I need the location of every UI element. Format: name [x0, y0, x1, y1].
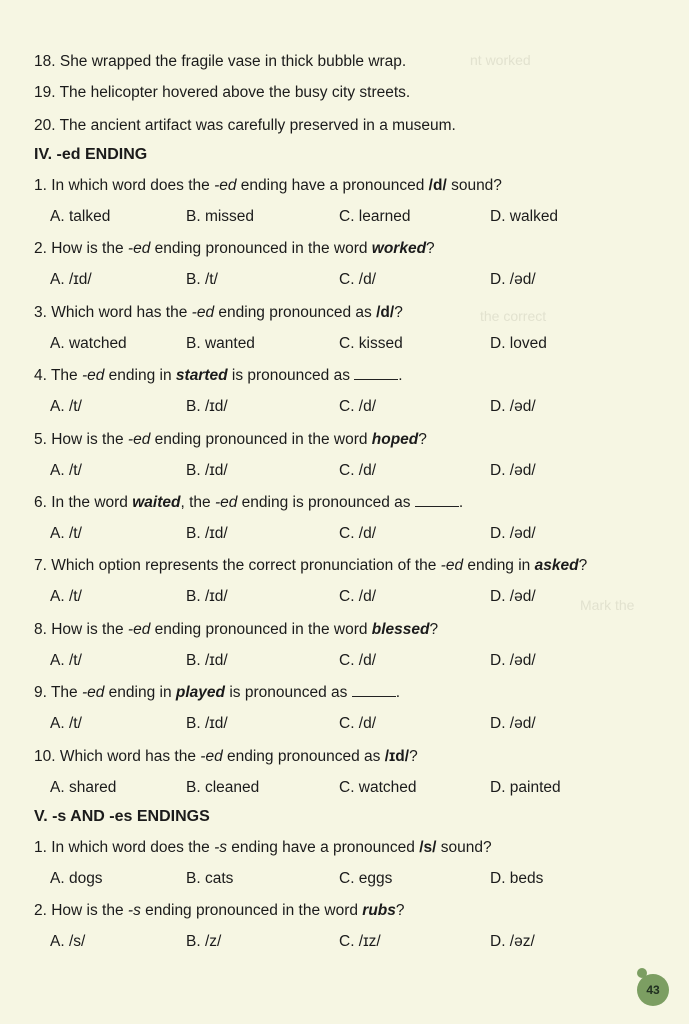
- question-text: ending pronounced in the word: [150, 430, 372, 448]
- answer-option[interactable]: D. /əd/: [490, 461, 536, 479]
- question-line: [34, 494, 463, 512]
- question-text: 10. Which word has the: [34, 747, 201, 765]
- question-text: ending have a pronounced: [236, 177, 429, 194]
- answer-option[interactable]: D. painted: [490, 778, 561, 796]
- question-line: [34, 684, 400, 702]
- question-text: 2. How is the: [34, 240, 128, 258]
- answer-option[interactable]: D. /əd/: [490, 651, 536, 669]
- question-text: .: [458, 494, 464, 511]
- answer-option[interactable]: A. /t/: [50, 651, 82, 669]
- answer-option[interactable]: B. /ɪd/: [186, 651, 228, 669]
- bleed-through-text: the correct: [480, 308, 547, 324]
- answer-option[interactable]: A. dogs: [50, 870, 103, 887]
- answer-option[interactable]: B. /ɪd/: [186, 715, 228, 733]
- answer-option[interactable]: C. learned: [339, 208, 411, 225]
- bleed-through-text: nt worked: [470, 52, 531, 68]
- answer-option[interactable]: C. /d/: [339, 398, 377, 416]
- page-number: 43: [637, 974, 669, 1006]
- question-line: [34, 304, 403, 322]
- sentence-item: 19. The helicopter hovered above the busy city streets.: [34, 84, 411, 101]
- question-text: 7. Which option represents the correct pronunciation of the: [34, 557, 441, 575]
- bleed-through-text: Mark the: [580, 597, 635, 613]
- question-text: ending pronounced in the word: [150, 240, 372, 258]
- question-text: 1. In which word does the: [34, 839, 215, 856]
- question-text: ?: [578, 557, 588, 575]
- question-text: ?: [426, 240, 435, 258]
- question-line: [34, 839, 492, 857]
- question-text: , the: [180, 494, 215, 511]
- target-word: blessed: [371, 620, 430, 638]
- answer-option[interactable]: D. /əd/: [490, 525, 536, 542]
- answer-option[interactable]: A. /t/: [50, 588, 82, 606]
- question-text: is pronounced as: [227, 367, 355, 385]
- sentence-item: 18. She wrapped the fragile vase in thick bubble wrap.: [34, 53, 407, 70]
- question-text: ?: [429, 620, 439, 638]
- answer-option[interactable]: A. shared: [50, 778, 117, 796]
- section-s-es-heading: V. -s AND -es ENDINGS: [34, 808, 210, 825]
- answer-option[interactable]: D. loved: [490, 334, 547, 352]
- answer-option[interactable]: A. /ɪd/: [50, 271, 92, 289]
- question-text: 6. In the word: [34, 494, 133, 511]
- answer-option[interactable]: B. /t/: [186, 271, 218, 289]
- answer-option[interactable]: A. /s/: [50, 933, 86, 951]
- question-line: [34, 431, 427, 449]
- answer-option[interactable]: B. /ɪd/: [186, 588, 228, 606]
- question-text: ?: [409, 747, 418, 765]
- answer-option[interactable]: B. /ɪd/: [186, 461, 228, 479]
- sentence-item: 20. The ancient artifact was carefully preserved in a museum.: [34, 117, 456, 134]
- answer-option[interactable]: A. /t/: [50, 461, 82, 479]
- question-text: 3. Which word has the: [34, 303, 192, 321]
- suffix-term: -ed: [81, 684, 105, 702]
- answer-option[interactable]: A. watched: [50, 334, 127, 352]
- question-text: .: [395, 684, 400, 702]
- answer-blank: [354, 367, 398, 380]
- question-line: [34, 902, 405, 920]
- answer-option[interactable]: A. /t/: [50, 398, 82, 416]
- question-line: [34, 557, 587, 575]
- question-text: ?: [418, 430, 427, 448]
- answer-option[interactable]: D. /əd/: [490, 271, 536, 289]
- suffix-term: -ed: [214, 177, 237, 194]
- answer-option[interactable]: C. /d/: [339, 715, 377, 733]
- suffix-term: -s: [127, 902, 141, 920]
- question-text: 1. In which word does the: [34, 177, 215, 194]
- question-text: ?: [394, 303, 403, 321]
- question-text: is pronounced as: [225, 684, 352, 702]
- target-word: asked: [534, 557, 579, 575]
- answer-option[interactable]: B. cleaned: [186, 778, 260, 796]
- suffix-term: -ed: [127, 240, 151, 258]
- answer-option[interactable]: B. /z/: [186, 933, 222, 951]
- question-line: [34, 621, 438, 639]
- target-word: worked: [371, 240, 427, 258]
- answer-option[interactable]: D. /əd/: [490, 715, 536, 733]
- question-text: 4. The: [34, 367, 82, 385]
- answer-blank: [415, 494, 459, 507]
- target-word: started: [175, 367, 228, 385]
- answer-option[interactable]: C. /d/: [339, 588, 377, 606]
- answer-option[interactable]: A. talked: [50, 208, 111, 225]
- question-text: ending pronounced in the word: [140, 902, 363, 920]
- answer-option[interactable]: A. /t/: [50, 715, 82, 733]
- answer-option[interactable]: C. /ɪz/: [339, 933, 381, 951]
- answer-option[interactable]: D. beds: [490, 870, 544, 887]
- question-text: 8. How is the: [34, 620, 128, 638]
- answer-option[interactable]: D. /əd/: [490, 588, 536, 606]
- question-text: ending in: [104, 684, 176, 702]
- answer-option[interactable]: B. missed: [186, 208, 255, 225]
- answer-option[interactable]: C. kissed: [339, 334, 403, 352]
- section-ed-heading: IV. -ed ENDING: [34, 146, 148, 163]
- answer-option[interactable]: B. wanted: [186, 334, 255, 352]
- suffix-term: -ed: [214, 494, 238, 511]
- suffix-term: -ed: [440, 557, 464, 575]
- question-line: [34, 177, 502, 195]
- answer-option[interactable]: C. /d/: [339, 525, 377, 542]
- target-word: played: [175, 684, 226, 702]
- question-text: sound?: [436, 839, 492, 856]
- phonetic-term: /d/: [376, 303, 395, 321]
- question-text: ending pronounced as: [214, 303, 377, 321]
- question-text: ending in: [463, 557, 535, 575]
- question-text: .: [398, 367, 403, 385]
- question-text: 2. How is the: [34, 902, 128, 920]
- answer-option[interactable]: D. /əd/: [490, 398, 536, 416]
- suffix-term: -ed: [81, 367, 105, 385]
- phonetic-term: /ɪd/: [384, 747, 410, 765]
- answer-option[interactable]: C. /d/: [339, 651, 377, 669]
- question-line: [34, 367, 403, 385]
- question-text: ?: [395, 902, 405, 920]
- answer-option[interactable]: C. watched: [339, 778, 417, 796]
- suffix-term: -s: [214, 839, 227, 856]
- question-text: ending is pronounced as: [237, 494, 415, 511]
- question-line: [34, 240, 435, 258]
- suffix-term: -ed: [127, 620, 151, 638]
- answer-option[interactable]: D. /əz/: [490, 933, 535, 951]
- suffix-term: -ed: [127, 430, 151, 448]
- question-text: ending in: [104, 367, 176, 385]
- answer-option[interactable]: C. eggs: [339, 870, 393, 887]
- question-text: ending pronounced in the word: [150, 620, 372, 638]
- answer-option[interactable]: C. /d/: [339, 461, 377, 479]
- question-text: 9. The: [34, 684, 82, 702]
- question-text: ending pronounced as: [222, 747, 385, 765]
- answer-option[interactable]: C. /d/: [339, 271, 377, 289]
- answer-option[interactable]: B. /ɪd/: [186, 525, 228, 542]
- answer-option[interactable]: B. cats: [186, 870, 234, 887]
- question-line: [34, 748, 418, 766]
- target-word: hoped: [371, 430, 419, 448]
- phonetic-term: /d/: [428, 177, 447, 194]
- target-word: waited: [132, 494, 181, 511]
- suffix-term: -ed: [191, 303, 215, 321]
- question-text: ending have a pronounced: [227, 839, 420, 856]
- suffix-term: -ed: [200, 747, 223, 765]
- answer-option[interactable]: B. /ɪd/: [186, 398, 228, 416]
- question-text: 5. How is the: [34, 430, 128, 448]
- target-word: rubs: [362, 902, 396, 920]
- answer-option[interactable]: A. /t/: [50, 525, 82, 542]
- question-text: sound?: [446, 177, 502, 194]
- answer-blank: [352, 684, 396, 697]
- answer-option[interactable]: D. walked: [490, 208, 559, 225]
- phonetic-term: /s/: [419, 839, 437, 856]
